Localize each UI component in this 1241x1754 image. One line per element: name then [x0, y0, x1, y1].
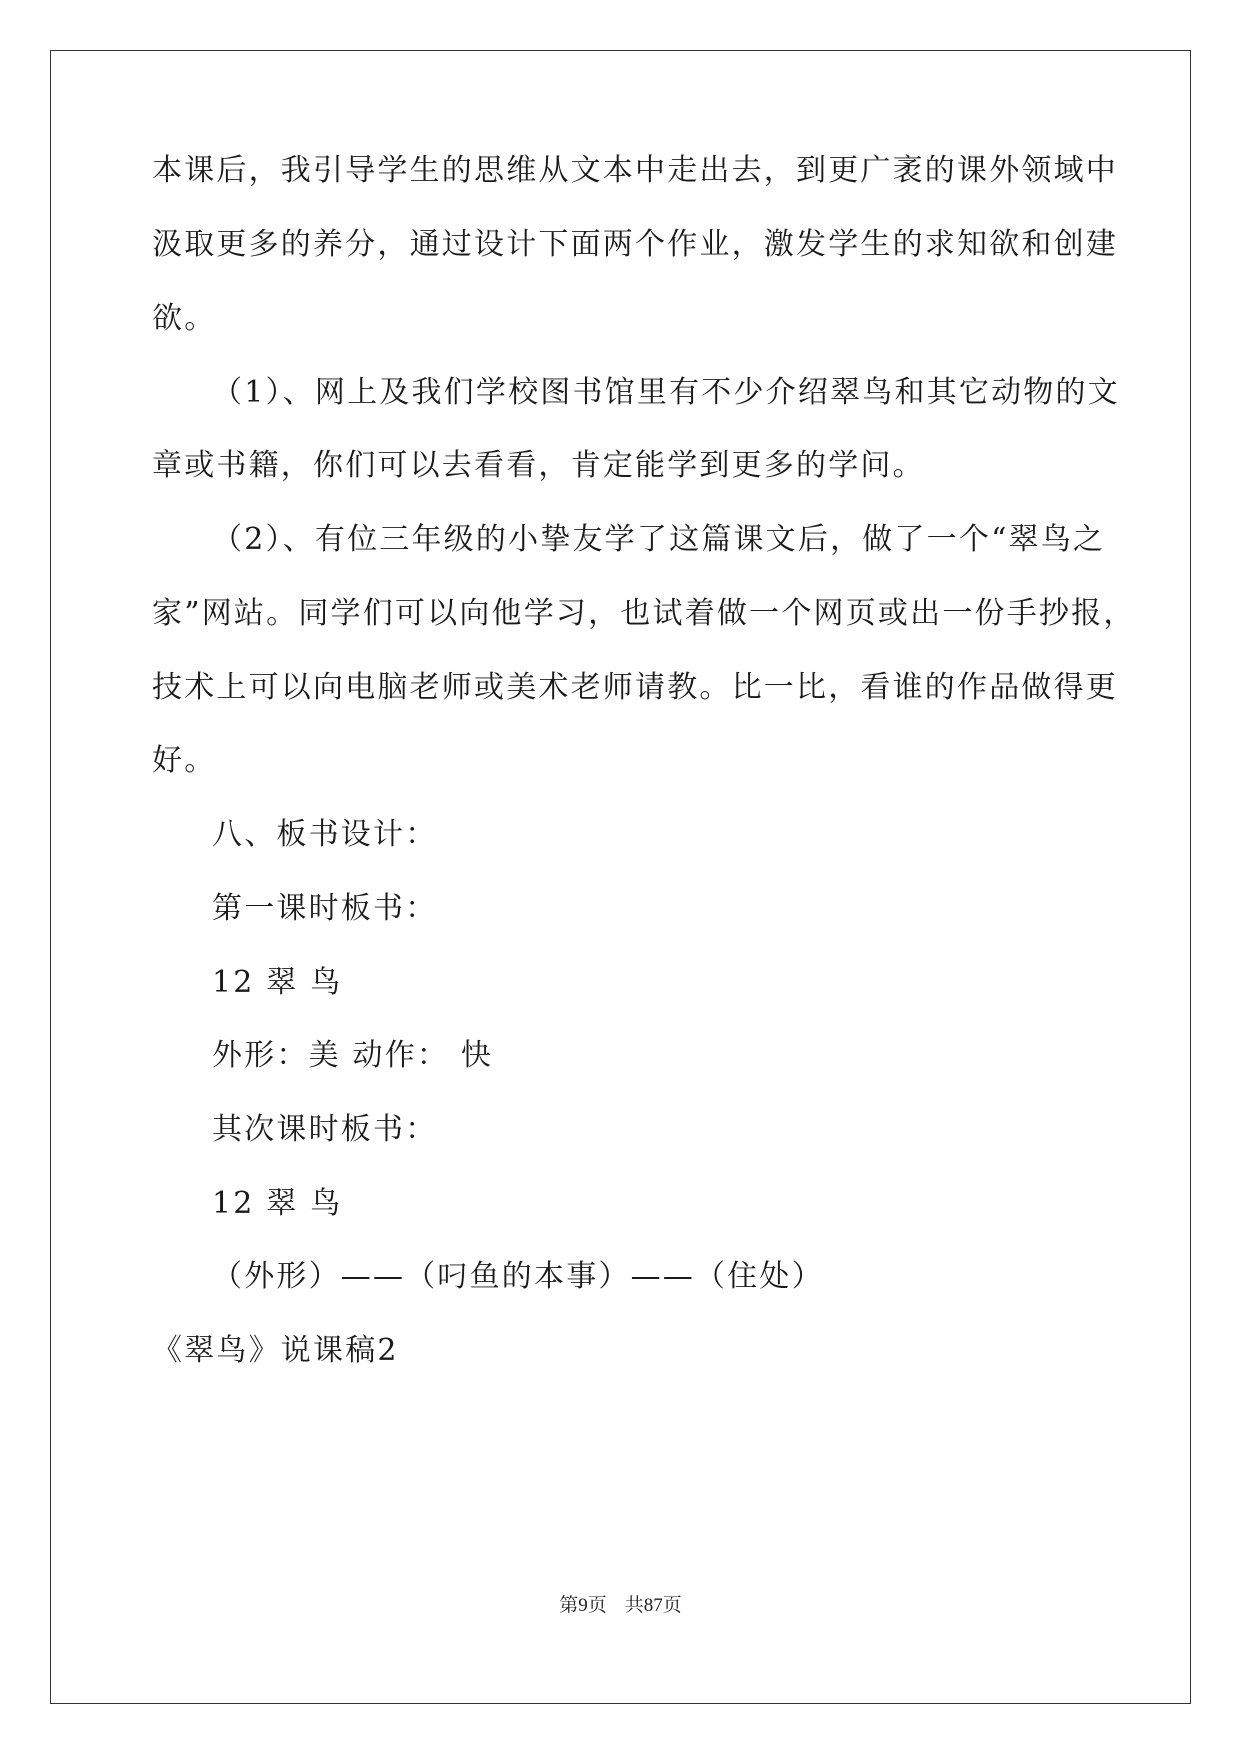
section-heading-board-design: 八、板书设计： [212, 817, 438, 852]
page-footer [0, 1592, 1241, 1619]
page-border [50, 50, 1191, 1704]
second-lesson-board-label: 其次课时板书： [212, 1112, 438, 1147]
body-line-2: 汲取更多的养分，通过设计下面两个作业，激发学生的求知欲和创建 [152, 227, 1118, 262]
footer-page-number: 9 [578, 1595, 588, 1616]
footer-page-suffix: 页 [587, 1594, 607, 1616]
body-line-3: 欲。 [152, 301, 217, 336]
next-section-title: 《翠鸟》说课稿2 [152, 1333, 399, 1368]
board-appearance-action: 外形：美 动作： 快 [212, 1038, 494, 1073]
body-line-1: 本课后，我引导学生的思维从文本中走出去，到更广袤的课外领域中 [152, 153, 1118, 188]
body-line-7: 家”网站。同学们可以向他学习，也试着做一个网页或出一份手抄报， [152, 596, 1136, 631]
board-title-1: 12 翠 鸟 [212, 965, 343, 1000]
body-line-9: 好。 [152, 743, 217, 778]
board-outline: （外形）——（叼鱼的本事）——（住处） [212, 1259, 824, 1294]
body-line-4: （1）、网上及我们学校图书馆里有不少介绍翠鸟和其它动物的文 [212, 375, 1120, 410]
body-line-5: 章或书籍，你们可以去看看，肯定能学到更多的学问。 [152, 448, 925, 483]
footer-total-prefix: 共 [624, 1594, 644, 1616]
body-line-6: （2）、有位三年级的小挚友学了这篇课文后，做了一个“翠鸟之 [212, 522, 1106, 557]
first-lesson-board-label: 第一课时板书： [212, 891, 438, 926]
footer-total-pages: 87 [643, 1595, 663, 1616]
board-title-2: 12 翠 鸟 [212, 1186, 343, 1221]
body-line-8: 技术上可以向电脑老师或美术老师请教。比一比，看谁的作品做得更 [152, 670, 1118, 705]
footer-total-suffix: 页 [662, 1594, 682, 1616]
footer-prefix: 第 [559, 1594, 579, 1616]
